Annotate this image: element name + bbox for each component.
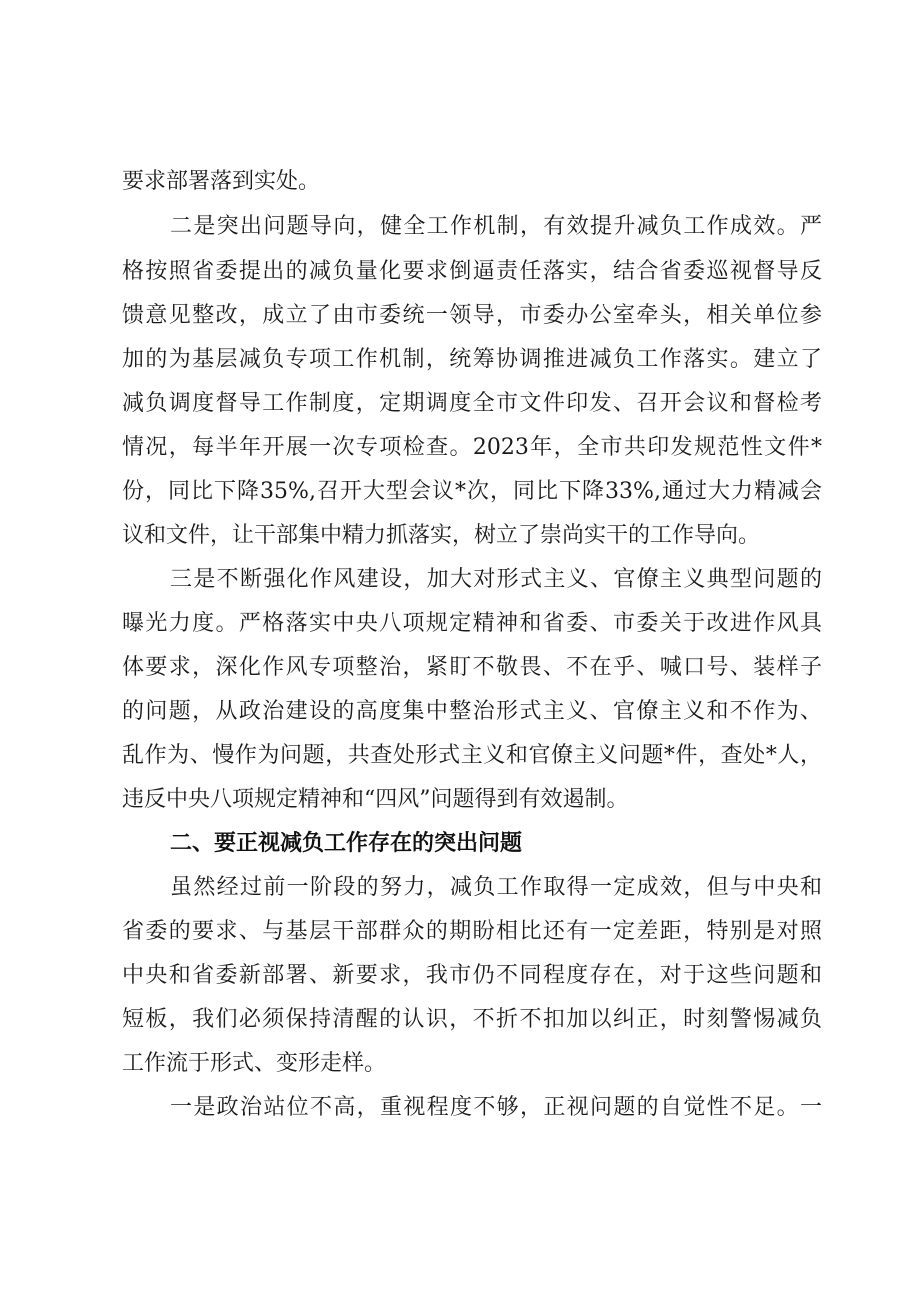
paragraph-line: 省委的要求、与基层干部群众的期盼相比还有一定差距，特别是对照 bbox=[122, 919, 822, 944]
paragraph-line: 工作流于形式、变形走样。 bbox=[122, 1051, 387, 1076]
paragraph-line: 一是政治站位不高，重视程度不够，正视问题的自觉性不足。一 bbox=[170, 1095, 822, 1120]
section-heading: 二、要正视减负工作存在的突出问题 bbox=[170, 831, 523, 856]
paragraph-line: 乱作为、慢作为问题，共查处形式主义和官僚主义问题*件，查处*人， bbox=[122, 743, 822, 768]
paragraph-line: 情况，每半年开展一次专项检查。2023年，全市共印发规范性文件* bbox=[122, 435, 822, 460]
paragraph-line: 体要求，深化作风专项整治，紧盯不敬畏、不在乎、喊口号、装样子 bbox=[122, 655, 822, 680]
paragraph-line: 曝光力度。严格落实中央八项规定精神和省委、市委关于改进作风具 bbox=[122, 611, 822, 636]
paragraph-line: 三是不断强化作风建设，加大对形式主义、官僚主义典型问题的 bbox=[170, 567, 822, 592]
paragraph-line: 格按照省委提出的减负量化要求倒逼责任落实，结合省委巡视督导反 bbox=[122, 259, 822, 284]
paragraph-line: 要求部署落到实处。 bbox=[122, 169, 321, 194]
paragraph-line: 违反中央八项规定精神和“四风”问题得到有效遏制。 bbox=[122, 787, 629, 812]
paragraph-line: 议和文件，让干部集中精力抓落实，树立了崇尚实干的工作导向。 bbox=[122, 523, 761, 548]
paragraph-line: 减负调度督导工作制度，定期调度全市文件印发、召开会议和督检考 bbox=[122, 391, 822, 416]
paragraph-line: 份，同比下降35%,召开大型会议*次，同比下降33%,通过大力精减会 bbox=[122, 479, 822, 504]
paragraph-line: 的问题，从政治建设的高度集中整治形式主义、官僚主义和不作为、 bbox=[122, 699, 822, 724]
paragraph-line: 二是突出问题导向，健全工作机制，有效提升减负工作成效。严 bbox=[170, 214, 822, 239]
paragraph-line: 加的为基层减负专项工作机制，统筹协调推进减负工作落实。建立了 bbox=[122, 347, 822, 372]
paragraph-line: 虽然经过前一阶段的努力，减负工作取得一定成效，但与中央和 bbox=[170, 875, 822, 900]
paragraph-line: 中央和省委新部署、新要求，我市仍不同程度存在，对于这些问题和 bbox=[122, 963, 822, 988]
paragraph-line: 馈意见整改，成立了由市委统一领导，市委办公室牵头，相关单位参 bbox=[122, 303, 822, 328]
paragraph-line: 短板，我们必须保持清醒的认识，不折不扣加以纠正，时刻警惕减负 bbox=[122, 1007, 822, 1032]
